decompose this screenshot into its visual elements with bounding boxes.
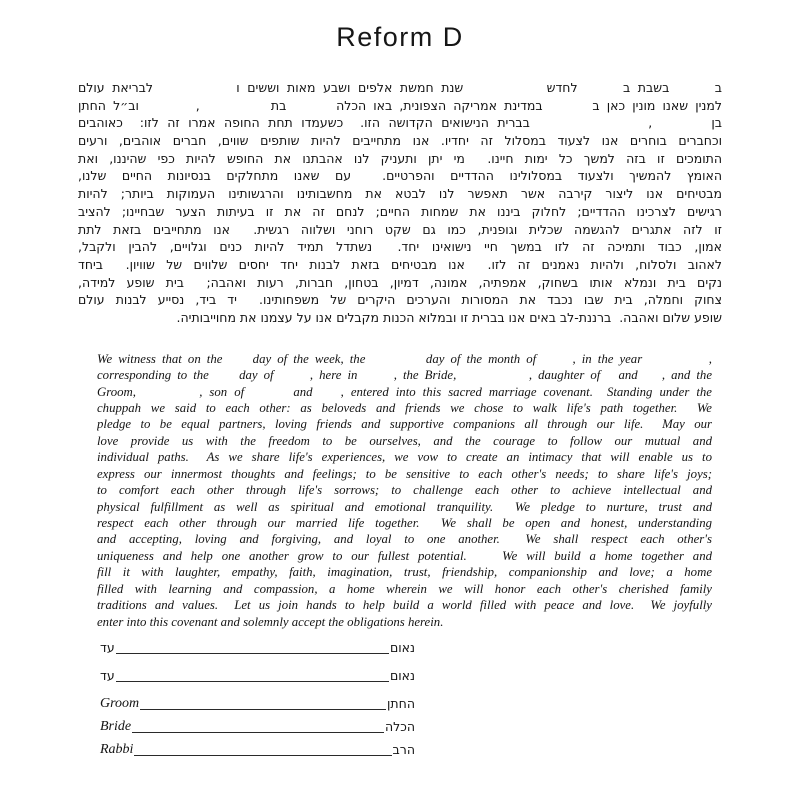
hebrew-line: לאהוב ולסלוח, ולהיות נאמנים זה לזו. אנו מבטיחים בזאת לבנות יחד יחסים שלווים של שוויון. ביחד: [78, 256, 722, 272]
english-line: uniqueness and help one another grow to our fullest potential. We will build a home together and: [97, 548, 712, 563]
neum-label: נאום: [389, 640, 415, 656]
hebrew-line: וכחברים בוחרים אנו לצעוד במסלול זה יחדיו. אנו מתחייבים להיות שותפים שווים, חברים אוהבים, ורעים: [78, 133, 722, 149]
hebrew-paragraph: [78, 79, 722, 327]
harav-label: הרב: [392, 742, 415, 758]
hebrew-line: האומץ להמשיך ולצעוד במסלולינו ההדדיים והפרטיים. עם שאנו מתחלקים בנסיונות החיים שלנו,: [78, 168, 722, 184]
english-line: and accepting, loving and forgiving, and loyal to one another. We shall respect each other's: [97, 532, 712, 547]
english-line: enter into this covenant and solemnly accept the obligations herein.: [97, 614, 444, 629]
hebrew-line: ב בשבת ב לחדש שנת חמשת אלפים ושבע מאות וששים ו לבריאת עולם: [78, 80, 722, 95]
bride-label: Bride: [100, 719, 132, 735]
hebrew-line: רגישים לצרכינו ההדדיים; לחלוק ביננו את שמחות החיים; לנחם זה את זו בעיתות הצער שבחיינו; להציב: [78, 203, 722, 219]
english-line: express our innermost thoughts and feelings; to be sensitive to each other's needs; to share life's joys;: [97, 466, 712, 481]
kallah-label: הכלה: [384, 719, 415, 735]
english-line: corresponding to the day of , here in , the Bride, , daughter of and , and the: [97, 368, 712, 383]
hebrew-line: צחוק וחמלה, בית שבו נכבד את המסורות והערכים היקרים של משפחותינו. יד ביד, נסייע לבנות עולם: [78, 292, 722, 308]
english-line: We witness that on the day of the week, the day of the month of , in the year ,: [97, 351, 712, 366]
english-line: fill it with laughter, empathy, faith, imagination, trust, friendship, companionship and love; a home: [97, 565, 712, 580]
signature-line: [116, 669, 389, 682]
chatan-label: החתן: [387, 696, 415, 712]
english-line: physical fulfillment as well as spiritual and emotional tranquility. We pledge to nurture, trust and: [97, 499, 712, 514]
hebrew-line: זו לזה אתגרים להגשמה שכלית וגופנית, כמו גם שקט רוחני ושלווה רגשית. אנו מתחייבים בזאת לתת: [78, 221, 722, 237]
signature-row-witness-1: [100, 640, 415, 656]
hebrew-line: נקים בית ונמלא אותו בשחוק, אמפתיה, אמונה, דמיון, בטחון, חברות, רעות ואהבה; בית שופע למידה,: [78, 274, 722, 290]
hebrew-line: בן , בברית הנישואים הקדושה הזו. כשעמדו תחת החופה אמרו זה לזו: כאוהבים: [78, 115, 722, 131]
rabbi-label: Rabbi: [100, 742, 134, 758]
signature-block: [100, 640, 415, 758]
english-line: traditions and values. Let us join hands to help build a world filled with peace and love. We joyfully: [97, 598, 712, 613]
english-line: respect each other through our married life together. We shall be open and honest, understanding: [97, 516, 712, 530]
witness-label: עד: [100, 668, 115, 684]
english-line: pledge to be equal partners, loving friends and supportive companions all through our life. May our: [97, 417, 712, 432]
english-line: individual paths. As we share life's experiences, we vow to create an intimacy that will enable us to: [97, 450, 712, 465]
english-line: chuppah we said to each other: as beloveds and friends we chose to walk life's path together. We: [97, 400, 712, 415]
neum-label: נאום: [389, 668, 415, 684]
hebrew-line: שופע שלום ואהבה. ברננת-לב באים אנו בברית זו ובמלוא הכנות מקבלים אנו על עצמנו את מחוייבותיה.: [176, 309, 722, 325]
english-line: to comfort each other through life's sorrows; to challenge each other to achieve intellectual and: [97, 483, 712, 498]
signature-line: [134, 743, 391, 756]
english-line: Groom, , son of and , entered into this sacred marriage covenant. Standing under the: [97, 384, 712, 399]
signature-line: [140, 697, 386, 710]
signature-row-witness-2: [100, 668, 415, 684]
hebrew-line: למנין שאנו מונין כאן ב במדינת אמריקה הצפונית, באו הכלה בת , וב״ל החתן: [78, 97, 722, 113]
hebrew-line: אמון, כבוד ותמיכה זה לזו במשך חיי נישואינו יחד. נשתדל תמיד להיות כנים וגלויים, להבין ולקבל,: [78, 239, 722, 255]
groom-label: Groom: [100, 696, 140, 712]
english-line: love provide us with the freedom to be ourselves, and the courage to follow our mutual and: [97, 433, 712, 448]
hebrew-line: התומכים זו בזה למשך כל ימות חיינו. מי יתן ותעניק לנו אהבתנו את החופש להיות כפי שהיננו, ואת: [78, 150, 722, 166]
witness-label: עד: [100, 640, 115, 656]
signature-row-groom: [100, 696, 415, 712]
signature-line: [116, 641, 389, 654]
english-paragraph: [97, 351, 712, 630]
signature-row-bride: [100, 719, 415, 735]
hebrew-line: מבטיחים אנו ליצור קירבה אשר תאפשר לנו לבטא את מחשבותינו והרגשותינו העמוקות ביותר; להיות: [78, 186, 722, 202]
page-title: Reform D: [336, 22, 464, 52]
english-line: filled with learning and compassion, a home wherein we will honor each other's cherished family: [97, 581, 712, 596]
signature-line: [132, 720, 384, 733]
signature-row-rabbi: [100, 742, 415, 758]
